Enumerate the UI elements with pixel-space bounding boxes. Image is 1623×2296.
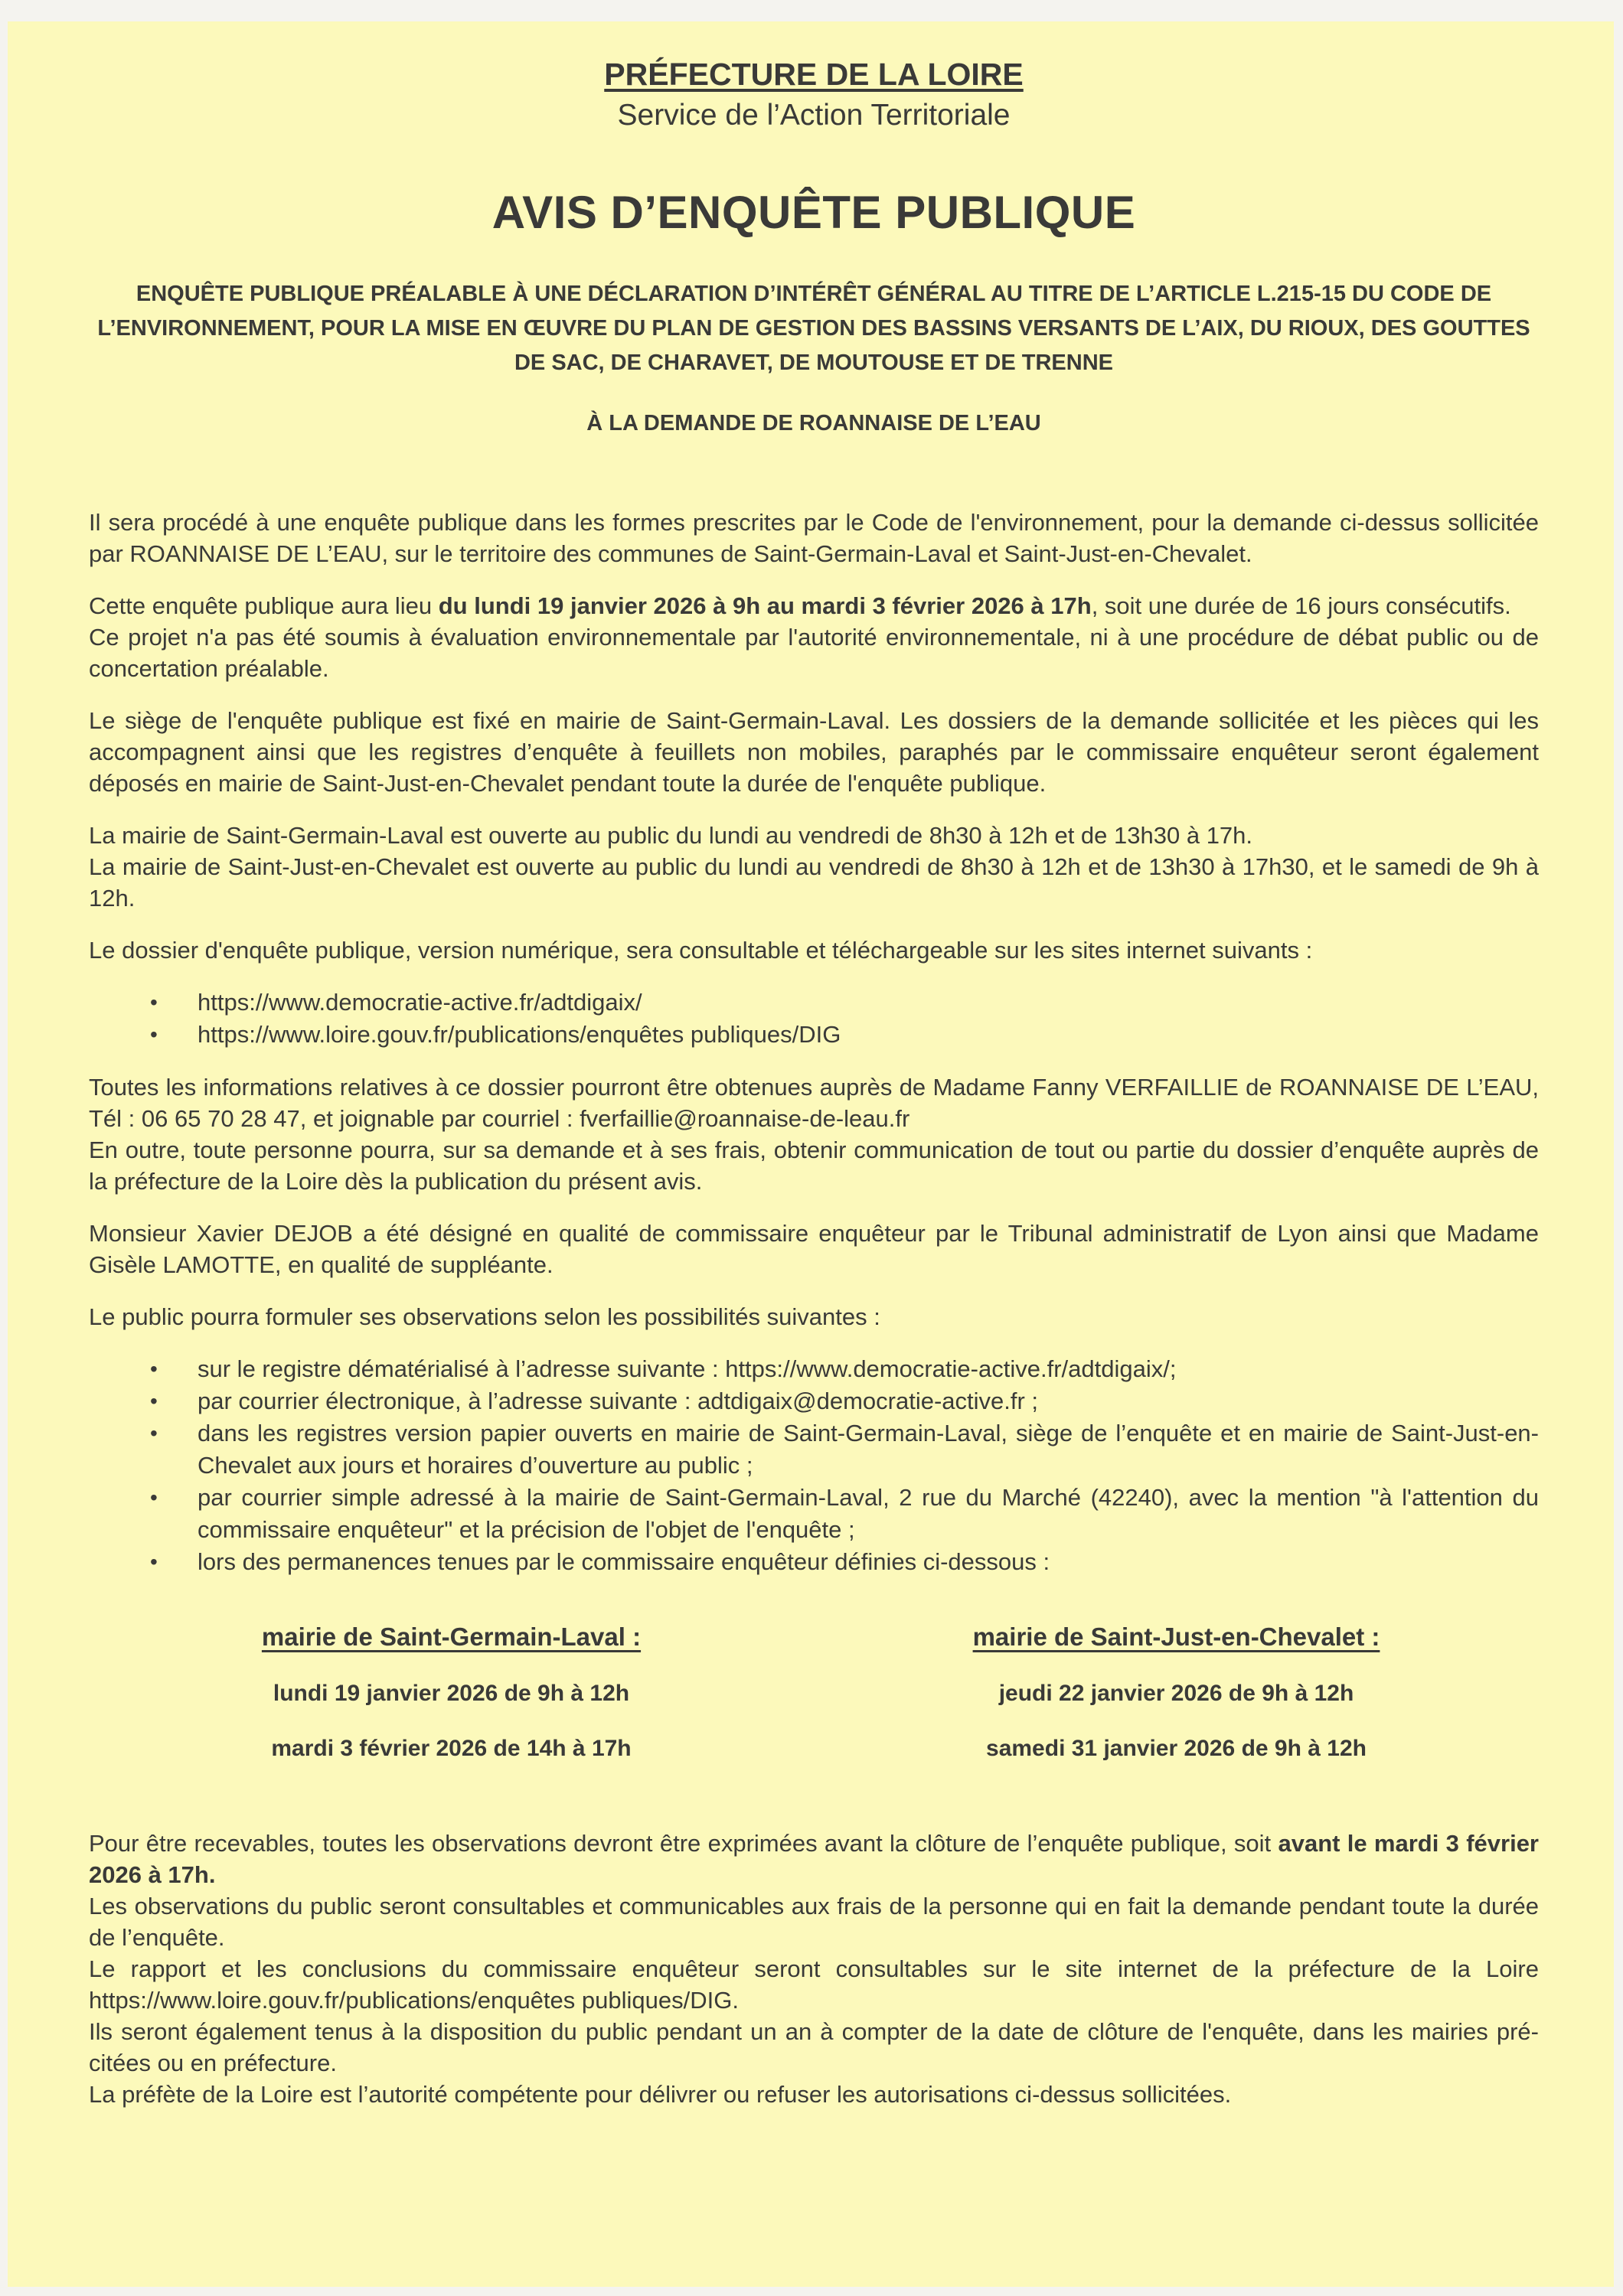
notice-subtitle: ENQUÊTE PUBLIQUE PRÉALABLE À UNE DÉCLARATION D’INTÉRÊT GÉNÉRAL AU TITRE DE L’ARTICLE L.215-15 DU CODE DE L’ENVIRONNEMENT, POUR LA MISE EN ŒUVRE DU PLAN DE GESTION DES BASSINS VERSANTS DE L’AIX, DU RIOUX, DES GOUTTES DE SAC, DE CHARAVET, DE MOUTOUSE ET DE TRENNE bbox=[97, 282, 1530, 375]
permanence-column-saint-germain-laval bbox=[89, 1623, 814, 1762]
bold-text: avant le mardi 3 février 2026 à 17h. bbox=[89, 1830, 1539, 1888]
paragraph: La mairie de Saint-Germain-Laval est ouverte au public du lundi au vendredi de 8h30 à 12h et de 13h30 à 17h. bbox=[89, 822, 1253, 849]
paragraph: Toutes les informations relatives à ce dossier pourront être obtenues auprès de Madame Fanny VERFAILLIE de ROANNAISE DE L’EAU, Tél : 06 65 70 28 47, et joignable par courriel : fverfaillie@roannaise-de-leau.fr bbox=[89, 1074, 1539, 1132]
permanence-title: mairie de Saint-Just-en-Chevalet : bbox=[972, 1623, 1380, 1651]
paragraph: Le rapport et les conclusions du commissaire enquêteur seront consultables sur le site internet de la préfecture de la Loire https://www.loire.gouv.fr/publications/enquêtes publiques/DIG. bbox=[89, 1955, 1539, 2014]
paragraph-group bbox=[89, 1301, 1539, 1332]
bullet-item: • par courrier électronique, à l’adresse suivante : adtdigaix@democratie-active.fr ; bbox=[89, 1385, 1539, 1417]
paragraph: Le public pourra formuler ses observations selon les possibilités suivantes : bbox=[89, 1303, 880, 1330]
permanence-title: mairie de Saint-Germain-Laval : bbox=[261, 1623, 642, 1651]
permanence-column-saint-just-en-chevalet bbox=[814, 1623, 1539, 1762]
closing-section bbox=[89, 1828, 1539, 2110]
paragraph: Les observations du public seront consultables et communicables aux frais de la personne qui en fait la demande pendant toute la durée de l’enquête. bbox=[89, 1893, 1539, 1951]
permanence-slot: samedi 31 janvier 2026 de 9h à 12h bbox=[986, 1736, 1367, 1761]
paragraph-group bbox=[89, 820, 1539, 914]
document-body bbox=[89, 507, 1539, 1578]
paragraph: En outre, toute personne pourra, sur sa demande et à ses frais, obtenir communication de tout ou partie du dossier d’enquête auprès de la préfecture de la Loire dès la publication du présent avis. bbox=[89, 1137, 1539, 1195]
paragraph-group bbox=[89, 1218, 1539, 1280]
paragraph-group bbox=[89, 507, 1539, 569]
paragraph: Le dossier d'enquête publique, version numérique, sera consultable et téléchargeable sur les sites internet suivants : bbox=[89, 937, 1313, 964]
bullet-list bbox=[89, 987, 1539, 1051]
paragraph: Il sera procédé à une enquête publique dans les formes prescrites par le Code de l'environnement, pour la demande ci-dessus sollicitée par ROANNAISE DE L’EAU, sur le territoire des communes de Saint-Germain-Laval et Saint-Just-en-Chevalet. bbox=[89, 509, 1539, 567]
paragraph-group bbox=[89, 934, 1539, 966]
request-line: À LA DEMANDE DE ROANNAISE DE L’EAU bbox=[586, 411, 1041, 435]
bullet-item: • https://www.loire.gouv.fr/publications/enquêtes publiques/DIG bbox=[89, 1019, 1539, 1051]
paragraph: Monsieur Xavier DEJOB a été désigné en qualité de commissaire enquêteur par le Tribunal administratif de Lyon ainsi que Madame Gisèle LAMOTTE, en qualité de suppléante. bbox=[89, 1220, 1539, 1278]
notice-sheet bbox=[8, 21, 1614, 2287]
paragraph: Le siège de l'enquête publique est fixé en mairie de Saint-Germain-Laval. Les dossiers de la demande sollicitée et les pièces qui les accompagnent ainsi que les registres d’enquête à feuillets non mobiles, paraphés par le commissaire enquêteur seront également déposés en mairie de Saint-Just-en-Chevalet pendant toute la durée de l'enquête publique. bbox=[89, 707, 1539, 797]
notice-title: AVIS D’ENQUÊTE PUBLIQUE bbox=[491, 187, 1136, 238]
paragraph: La mairie de Saint-Just-en-Chevalet est ouverte au public du lundi au vendredi de 8h30 à 12h et de 13h30 à 17h30, et le samedi de 9h à 12h. bbox=[89, 853, 1539, 912]
bullet-item: • https://www.democratie-active.fr/adtdigaix/ bbox=[89, 987, 1539, 1019]
paragraph-group bbox=[89, 705, 1539, 799]
permanence-slot: jeudi 22 janvier 2026 de 9h à 12h bbox=[998, 1681, 1354, 1706]
paragraph: Ils seront également tenus à la disposition du public pendant un an à compter de la date de clôture de l'enquête, dans les mairies pré-citées ou en préfecture. bbox=[89, 2018, 1539, 2076]
permanences-section bbox=[89, 1623, 1539, 1762]
paragraph: La préfète de la Loire est l’autorité compétente pour délivrer ou refuser les autorisations ci-dessus sollicitées. bbox=[89, 2081, 1232, 2108]
bullet-item: • dans les registres version papier ouverts en mairie de Saint-Germain-Laval, siège de l’enquête et en mairie de Saint-Just-en-Chevalet aux jours et horaires d’ouverture au public ; bbox=[89, 1417, 1539, 1482]
bullet-item: • par courrier simple adressé à la mairie de Saint-Germain-Laval, 2 rue du Marché (42240), avec la mention "à l'attention du commissaire enquêteur" et la précision de l'objet de l'enquête ; bbox=[89, 1482, 1539, 1546]
permanence-slot: mardi 3 février 2026 de 14h à 17h bbox=[271, 1736, 632, 1761]
paragraph-group bbox=[89, 1071, 1539, 1197]
bullet-item: • lors des permanences tenues par le commissaire enquêteur définies ci-dessous : bbox=[89, 1546, 1539, 1578]
notice-content bbox=[8, 21, 1614, 2110]
service-name: Service de l’Action Territoriale bbox=[617, 99, 1011, 132]
paragraph: Pour être recevables, toutes les observations devront être exprimées avant la clôture de l’enquête publique, soit avant le mardi 3 février 2026 à 17h. bbox=[89, 1830, 1539, 1888]
bullet-list bbox=[89, 1353, 1539, 1578]
paragraph-group bbox=[89, 590, 1539, 684]
prefecture-name: PRÉFECTURE DE LA LOIRE bbox=[604, 57, 1024, 92]
paragraph: Ce projet n'a pas été soumis à évaluation environnementale par l'autorité environnementale, ni à une procédure de débat public ou de concertation préalable. bbox=[89, 624, 1539, 682]
paragraph: Cette enquête publique aura lieu du lundi 19 janvier 2026 à 9h au mardi 3 février 2026 à 17h, soit une durée de 16 jours consécutifs. bbox=[89, 592, 1511, 619]
bullet-item: • sur le registre dématérialisé à l’adresse suivante : https://www.democratie-active.fr/adtdigaix/; bbox=[89, 1353, 1539, 1385]
bold-text: du lundi 19 janvier 2026 à 9h au mardi 3 février 2026 à 17h bbox=[438, 592, 1092, 619]
permanence-slot: lundi 19 janvier 2026 de 9h à 12h bbox=[273, 1681, 630, 1706]
